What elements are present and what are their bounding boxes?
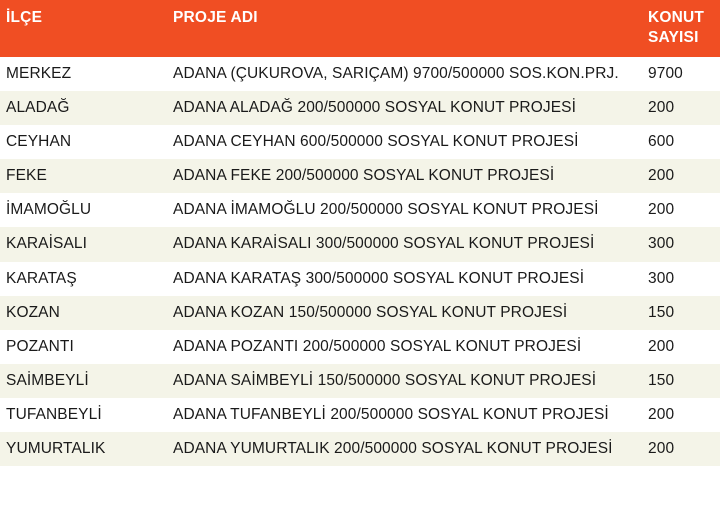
table-row [0, 262, 720, 296]
table-row [0, 193, 720, 227]
cell-project-name: ADANA TUFANBEYLİ 200/500000 SOSYAL KONUT PROJESİ [165, 398, 640, 432]
cell-housing-count: 300 [640, 227, 720, 261]
cell-project-name: ADANA FEKE 200/500000 SOSYAL KONUT PROJESİ [165, 159, 640, 193]
cell-district: YUMURTALIK [0, 432, 165, 466]
cell-district: KARAİSALI [0, 227, 165, 261]
cell-housing-count: 600 [640, 125, 720, 159]
cell-district: CEYHAN [0, 125, 165, 159]
cell-district: SAİMBEYLİ [0, 364, 165, 398]
table-header-row [0, 0, 720, 57]
table-row [0, 227, 720, 261]
cell-housing-count: 200 [640, 432, 720, 466]
cell-housing-count: 200 [640, 330, 720, 364]
cell-housing-count: 150 [640, 296, 720, 330]
table-row [0, 91, 720, 125]
cell-housing-count: 200 [640, 159, 720, 193]
cell-housing-count: 200 [640, 193, 720, 227]
cell-housing-count: 300 [640, 262, 720, 296]
cell-housing-count: 9700 [640, 57, 720, 91]
cell-project-name: ADANA POZANTI 200/500000 SOSYAL KONUT PROJESİ [165, 330, 640, 364]
cell-district: TUFANBEYLİ [0, 398, 165, 432]
cell-housing-count: 150 [640, 364, 720, 398]
cell-project-name: ADANA KARAİSALI 300/500000 SOSYAL KONUT PROJESİ [165, 227, 640, 261]
cell-district: FEKE [0, 159, 165, 193]
table-row [0, 125, 720, 159]
cell-project-name: ADANA KOZAN 150/500000 SOSYAL KONUT PROJESİ [165, 296, 640, 330]
cell-project-name: ADANA YUMURTALIK 200/500000 SOSYAL KONUT PROJESİ [165, 432, 640, 466]
column-header-count-line1: KONUT [648, 9, 705, 26]
table-row [0, 330, 720, 364]
table-row [0, 296, 720, 330]
cell-project-name: ADANA ALADAĞ 200/500000 SOSYAL KONUT PROJESİ [165, 91, 640, 125]
cell-project-name: ADANA (ÇUKUROVA, SARIÇAM) 9700/500000 SOS.KON.PRJ. [165, 57, 640, 91]
cell-district: KOZAN [0, 296, 165, 330]
cell-district: KARATAŞ [0, 262, 165, 296]
cell-district: MERKEZ [0, 57, 165, 91]
table-header [0, 0, 720, 57]
cell-project-name: ADANA SAİMBEYLİ 150/500000 SOSYAL KONUT PROJESİ [165, 364, 640, 398]
table-row [0, 432, 720, 466]
column-header-district: İLÇE [0, 0, 165, 57]
cell-district: İMAMOĞLU [0, 193, 165, 227]
table-row [0, 57, 720, 91]
column-header-count-line2: SAYISI [648, 28, 699, 46]
cell-housing-count: 200 [640, 398, 720, 432]
cell-project-name: ADANA CEYHAN 600/500000 SOSYAL KONUT PROJESİ [165, 125, 640, 159]
column-header-count [640, 0, 720, 57]
cell-district: ALADAĞ [0, 91, 165, 125]
cell-district: POZANTI [0, 330, 165, 364]
table-row [0, 398, 720, 432]
cell-project-name: ADANA KARATAŞ 300/500000 SOSYAL KONUT PROJESİ [165, 262, 640, 296]
cell-housing-count: 200 [640, 91, 720, 125]
cell-project-name: ADANA İMAMOĞLU 200/500000 SOSYAL KONUT PROJESİ [165, 193, 640, 227]
column-header-project: PROJE ADI [165, 0, 640, 57]
table-row [0, 364, 720, 398]
table-body [0, 57, 720, 467]
table-row [0, 159, 720, 193]
